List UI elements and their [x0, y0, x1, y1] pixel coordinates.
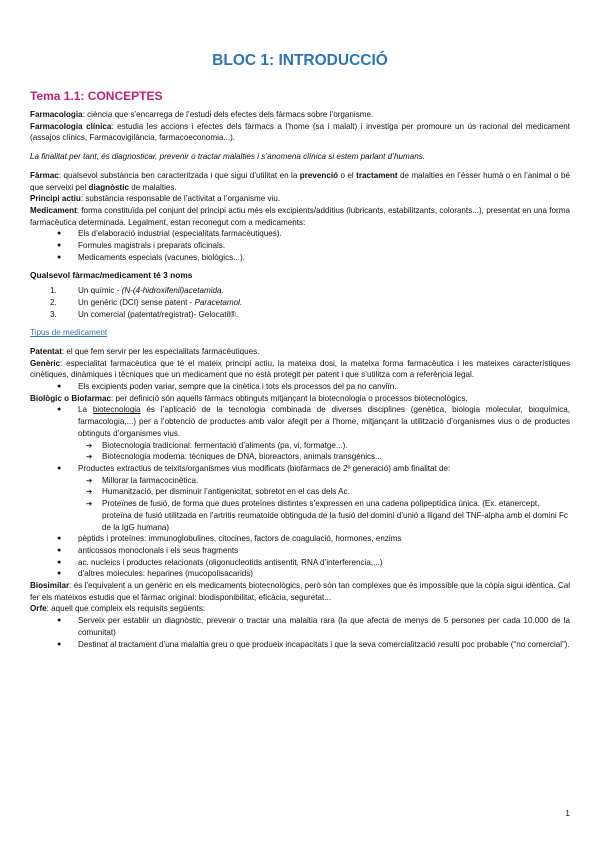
list-item: 1. Un químic - (N-(4-hidroxifenil)acetamida. [50, 286, 224, 296]
list-item: ● Productes extractius de teixits/organismes vius modificats (biofàrmacs de 2º generació) amb finalitat de: [30, 463, 570, 475]
biologic-list [30, 404, 570, 439]
page-title: BLOC 1: INTRODUCCIÓ [212, 52, 388, 69]
def-biosimilar: Biosimilar: és l’equivalent a un genèric en els medicaments biotecnològics, però són tan complexes que és impossible que la còpia sigui idèntica. Cal fer els mateixos estudis que el fàrmac original: biodisponibilitat, eficàcia, seguretat... [30, 581, 570, 602]
products-list [30, 463, 570, 475]
list-item: 2. Un genèric (DCI) sense patent - Paracetamol. [50, 297, 243, 307]
list-item: ● Els excipients poden variar, sempre que la cinètica i tots els processos del pa no canviïn. [30, 381, 570, 393]
def-principi-actiu: Principi actiu: substància responsable de l’activitat a l’organisme viu. [30, 194, 281, 204]
document-body [30, 109, 570, 650]
list-item: ● Medicaments especials (vacunes, biològics...). [30, 252, 570, 264]
list-item: ● Serveix per establir un diagnòstic, prevenir o tractar una malaltia rara (la que afecta de menys de 5 persones per cada 10.000 de la comunitat) [30, 615, 570, 638]
others-list [30, 533, 570, 580]
noms-heading: Qualsevol fàrmac/medicament té 3 noms [30, 270, 193, 281]
def-farmacologia-clinica: Farmacologia clínica: estudia les accions i efectes dels fàrmacs a l’home (sa i malalt) i investiga per promoure un ús racional del medicament (assajos clínics, Farmacovigilància, farmacoeconomia...). [30, 121, 570, 143]
def-farmacologia: Farmacologia: ciència que s’encarrega de l’estudi dels efectes dels fàrmacs sobre l’organisme. [30, 110, 374, 119]
page-number: 1 [565, 808, 570, 818]
medicament-list [30, 228, 570, 263]
list-item: ➔ Humanització, per disminuir l’antigenicitat, sobretot en el cas dels Ac. [30, 486, 570, 498]
products-arrows [30, 475, 570, 534]
finalitat-note: La finalitat per tant, és diagnosticar, prevenir o tractar malalties i s’anomena clínica si estem parlant d’humans. [30, 152, 425, 162]
list-item: ● La biotecnologia és l’aplicació de la tecnologia combinada de diverses disciplines (genètica, biologia molecular, bioquímica, farmacologia,...) per a l’obtenció de productes amb valor afegit per a l’home, mitjançant la utilització d’organismes vius o de productes obtinguts d’organismes vius. [30, 404, 570, 439]
tipus-medicament-link[interactable]: Tipus de medicament [30, 328, 108, 338]
def-medicament: Medicament: forma constituïda pel conjunt del principi actiu més els excipients/additius (lubricants, estabilitzants, colorants...), presentat en una forma farmacèutica determinada. Legalment, estan reconegut com a medicaments: [30, 205, 570, 227]
biotec-arrows [30, 440, 570, 463]
noms-list [30, 285, 570, 320]
def-patentat: Patentat: el que fem servir per les especialitats farmacèutiques. [30, 346, 260, 356]
list-item: ● pèptids i proteïnes: immunoglobulines, citocines, factors de coagulació, hormones, enzims [30, 533, 570, 545]
orfe-list [30, 615, 570, 650]
list-item: ● d’altres molecules: heparines (mucopolisacarids) [30, 568, 570, 580]
list-item: ● anticossos monoclonals i els seus fragments [30, 545, 570, 557]
def-farmac: Fàrmac: qualsevol substància ben caracteritzada i que sigui d’utilitat en la prevenció o el tractament de malalties en l’ésser humà o en l’animal o bé que serveixi pel diagnòstic de malalties. [30, 170, 570, 192]
biotecnologia-term: biotecnologia [92, 405, 141, 415]
list-item: ● ac. nucleics i productes relacionats (oligonucleotids antisentit, RNA d’interferencia,...) [30, 557, 570, 569]
list-item: ● Destinat al tractament d’una malaltia greu o que produeix incapacitats i que la seva comercialització resulti poc probable (“no comercial”). [30, 639, 570, 651]
generic-list [30, 381, 570, 393]
list-item: ● Formules magistrals i preparats oficinals. [30, 240, 570, 252]
list-item: 3. Un comercial (patentat/registrat)- Gelocatil®. [50, 309, 239, 319]
list-item: ➔ Millorar la farmacocinètica. [30, 475, 570, 487]
list-item: ➔ Biotecnologia moderna: tècniques de DNA, bioreactors, animals transgènics... [30, 451, 570, 463]
list-item: ➔ Biotecnologia tradicional: fermentació d’aliments (pa, vi, formatge...). [30, 440, 570, 452]
def-orfe: Orfe: aquell que compleix els requisits següents: [30, 604, 206, 614]
list-item: ➔ Proteïnes de fusió, de forma que dues proteïnes distintes s’expressen en una cadena polipeptídica única. (Ex. etanercept, proteïna de fusió utilitzada en l’artritis reumatoide obtinguda de la fusió del domini d’unió a lligand del TNF-alpha amb el domini Fc de la IgG humana) [30, 498, 570, 533]
list-item: ● Els d’elaboració industrial (especialitats farmacèutiques). [30, 228, 570, 240]
def-generic: Genèric: especialitat farmacèutica que té el mateix principi actiu, la mateixa dosi, la mateixa forma farmacèutica i les mateixes característiques cinètiques, dinàmiques i tècniques que un medicament que no està protegit per patent i que s’utilitza com a referència legal. [30, 358, 570, 380]
topic-heading: Tema 1.1: CONCEPTES [30, 89, 163, 103]
def-biologic: Biològic o Biofarmac: per definició són aquells fàrmacs obtinguts mitjançant la biotecnologia o processos biotecnològics. [30, 393, 468, 403]
